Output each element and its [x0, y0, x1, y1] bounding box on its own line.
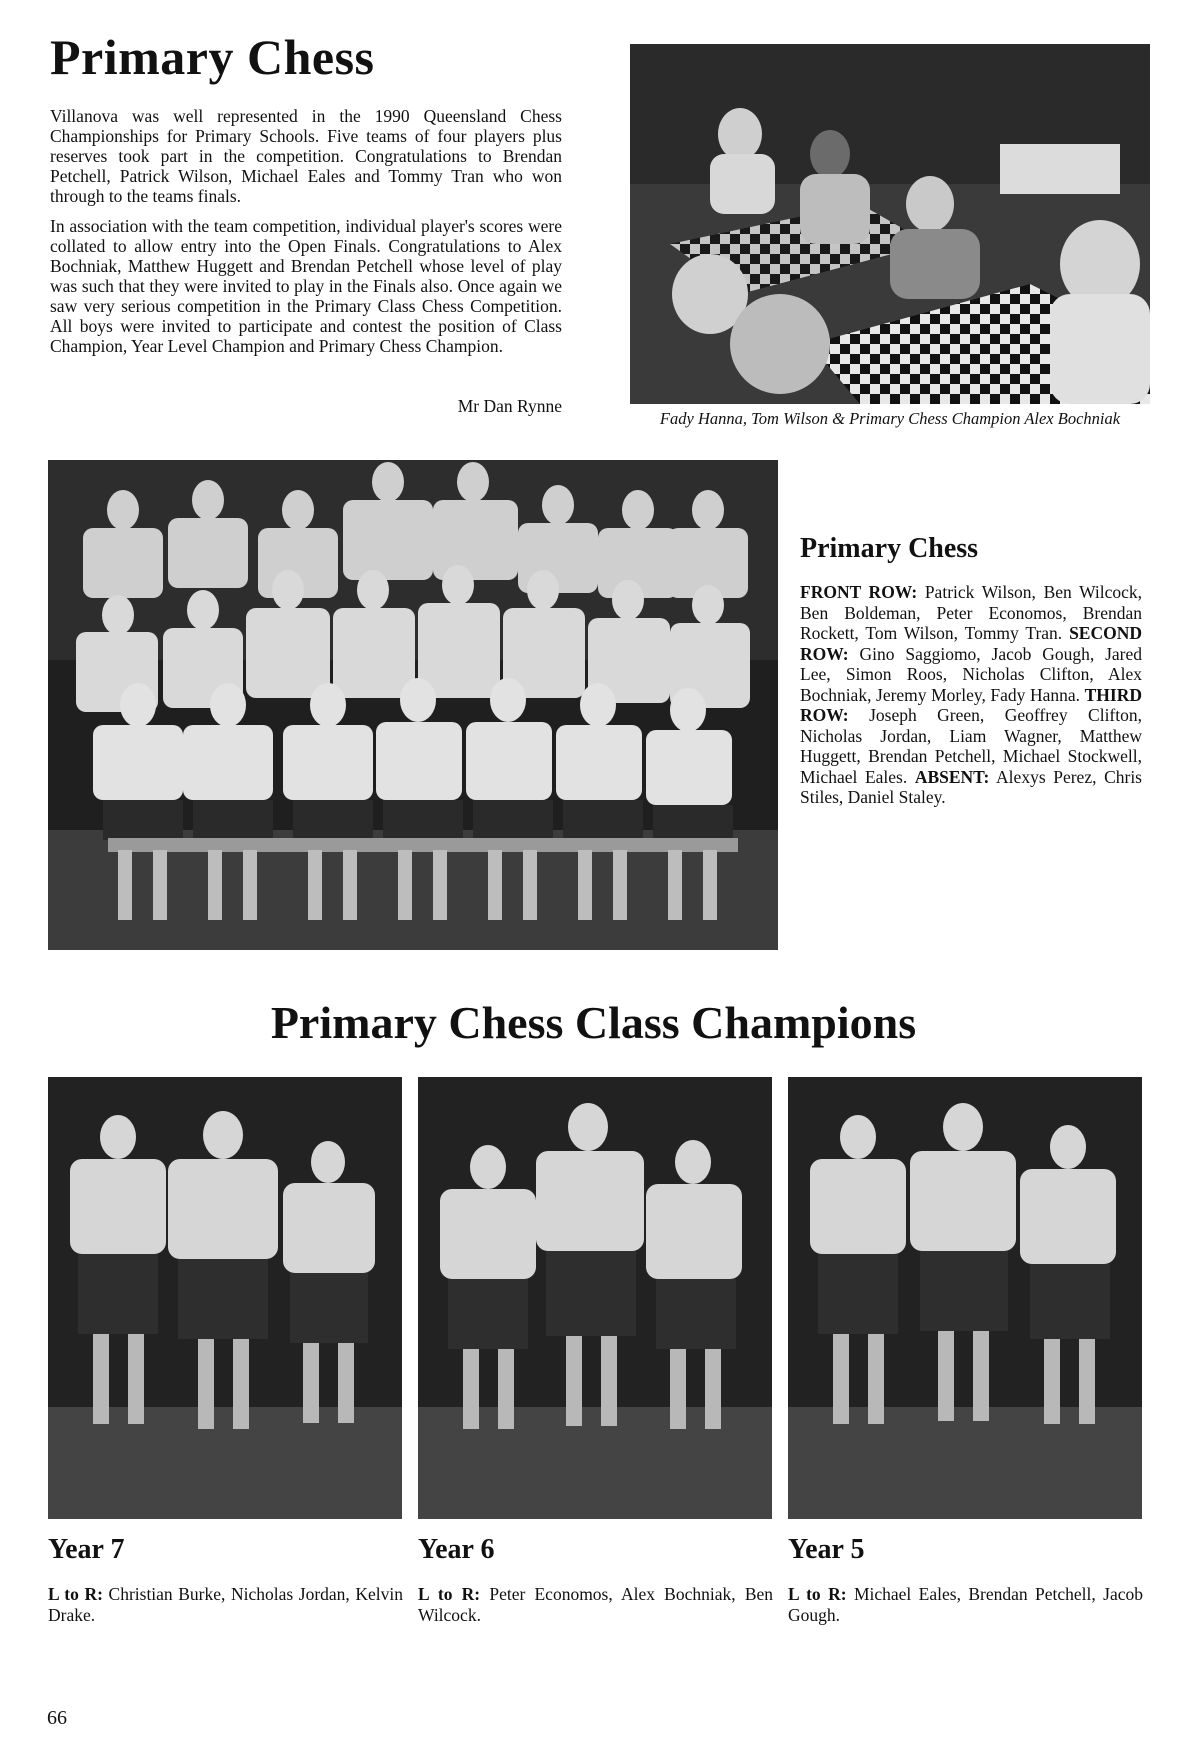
row-names-third: Joseph Green, Geoffrey Clifton, Nicholas Jordan, Liam Wagner, Matthew Huggett, Brendan Petchell, Michael Stockwell, Michael Eales.: [800, 705, 1142, 787]
page-number: 66: [47, 1707, 67, 1729]
intro-paragraph-1: Villanova was well represented in the 1990 Queensland Chess Championships for Primary Schools. Five teams of four players plus reserves took part in the competition. Congratulations to Brendan Petchell, Patrick Wilson, Michael Eales and Tommy Tran who won through to the teams finals.: [50, 106, 562, 206]
team-photo: [48, 460, 778, 950]
year5-heading: Year 5: [788, 1534, 865, 1565]
row-label-absent: ABSENT:: [914, 766, 990, 787]
team-heading: Primary Chess: [800, 533, 979, 564]
row-label-front: FRONT ROW:: [800, 582, 918, 602]
row-names-second: Gino Saggiomo, Jacob Gough, Jared Lee, Simon Roos, Nicholas Clifton, Alex Bochniak, Jeremy Morley, Fady Hanna.: [800, 643, 1143, 705]
year6-caption: [418, 1584, 773, 1625]
chess-match-photo: [630, 44, 1150, 404]
team-roster: [800, 582, 1142, 808]
year5-photo: [788, 1077, 1142, 1519]
year6-caption-names: Peter Economos, Alex Bochniak, Ben Wilcock.: [418, 1584, 774, 1625]
year7-heading: Year 7: [48, 1534, 125, 1565]
year5-caption-names: Michael Eales, Brendan Petchell, Jacob Gough.: [788, 1584, 1144, 1625]
year7-caption-label: L to R:: [48, 1584, 103, 1604]
row-label-third: THIRD ROW:: [800, 684, 1142, 725]
chess-match-caption: Fady Hanna, Tom Wilson & Primary Chess Champion Alex Bochniak: [659, 409, 1121, 428]
year7-caption: [48, 1584, 403, 1625]
row-label-second: SECOND ROW:: [800, 623, 1143, 664]
year7-caption-names: Christian Burke, Nicholas Jordan, Kelvin Drake.: [48, 1584, 404, 1625]
author-signature: Mr Dan Rynne: [457, 396, 562, 416]
intro-text: [50, 106, 562, 366]
year6-caption-label: L to R:: [418, 1584, 481, 1604]
year7-photo: [48, 1077, 402, 1519]
year5-caption: [788, 1584, 1143, 1625]
row-names-front: Patrick Wilson, Ben Wilcock, Ben Boldeman, Peter Economos, Brendan Rockett, Tom Wilson, Tommy Tran.: [800, 582, 1143, 643]
year6-photo: [418, 1077, 772, 1519]
page-title: Primary Chess: [50, 29, 375, 85]
row-names-absent: Alexys Perez, Chris Stiles, Daniel Staley.: [800, 766, 1142, 807]
section-title: Primary Chess Class Champions: [270, 997, 917, 1048]
year6-heading: Year 6: [418, 1534, 495, 1565]
year5-caption-label: L to R:: [788, 1584, 847, 1604]
intro-paragraph-2: In association with the team competition, individual player's scores were collated to allow entry into the Open Finals. Congratulations to Alex Bochniak, Matthew Huggett and Brendan Petchell whose level of play was such that they were invited to play in the Finals also. Once again we saw very serious competition in the Primary Class Chess Competition. All boys were invited to participate and contest the position of Class Champion, Year Level Champion and Primary Chess Champion.: [50, 216, 562, 356]
